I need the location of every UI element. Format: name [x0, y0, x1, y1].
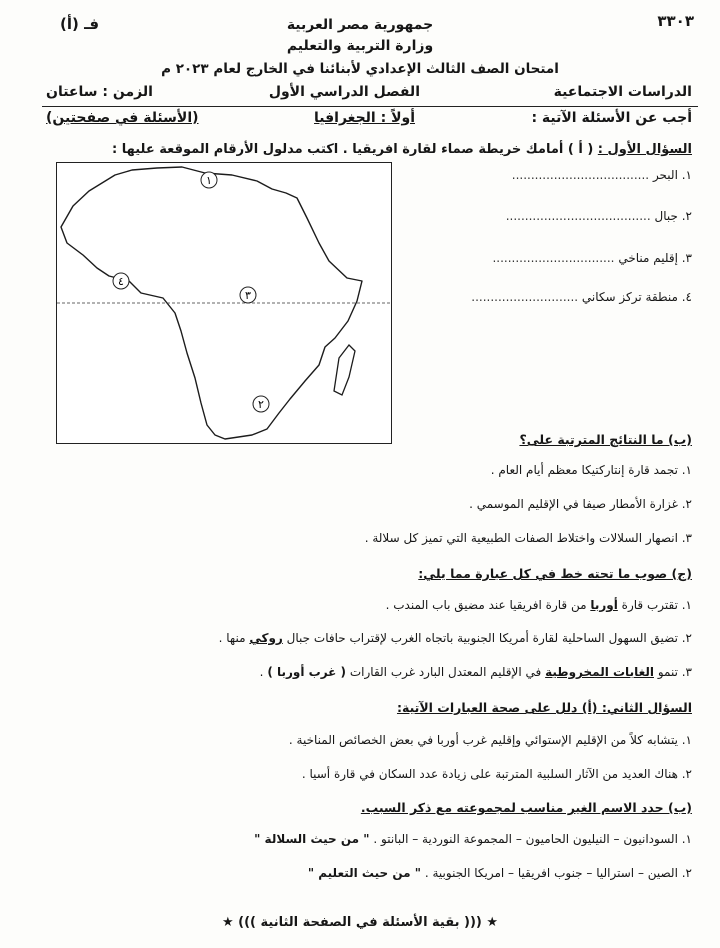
q1c-title: (ج) صوب ما تحته خط في كل عبارة مما يلي:: [418, 566, 692, 581]
map-marker-3: [240, 287, 256, 303]
svg-text:٣: ٣: [245, 289, 251, 302]
svg-text:٤: ٤: [118, 275, 124, 288]
q1b-item-1: ١. تجمد قارة إنتاركتيكا معظم أيام العام .: [490, 463, 692, 477]
q2-item-2: ٢. هناك العديد من الآثار السلبية المترتبة على زيادة عدد السكان في قارة أسيا .: [301, 767, 692, 781]
q1-item-3: ٣. إقليم مناخي ................................: [492, 251, 692, 265]
q1-item-4: ٤. منطقة تركز سكاني ............................: [471, 290, 692, 304]
q2b-item-1: ١. السودانيون – النيليون الحاميون – المجموعة النوردية – البانتو . " من حيث السلالة ": [254, 832, 692, 846]
q1c-item-2: ٢. تضيق السهول الساحلية لقارة أمريكا الجنوبية باتجاه الغرب لإقتراب حافات جبال روكي منها .: [218, 631, 692, 645]
q1-title-rest: ( أ ) أمامك خريطة صماء لقارة افريقيا . اكتب مدلول الأرقام الموقعة عليها :: [112, 142, 594, 157]
africa-map-frame: [56, 162, 392, 444]
ministry-name: وزارة التربية والتعليم: [286, 38, 434, 54]
star-icon: ★: [486, 915, 499, 930]
q2b-item-2: ٢. الصين – استراليا – جنوب افريقيا – امريكا الجنوبية . " من حيث التعليم ": [307, 866, 692, 880]
exam-code-right: ٣٣٠٣: [657, 12, 694, 30]
answer-blank[interactable]: ................................: [492, 251, 615, 265]
q1c-item-1: ١. تقترب قارة أوربا من قارة افريقيا عند مضيق باب المندب .: [385, 598, 692, 612]
exam-duration: الزمن : ساعتان: [46, 84, 153, 100]
underlined-term: الغابات المخروطية: [545, 665, 654, 679]
pages-note: (الأسئلة في صفحتين): [46, 110, 199, 126]
exam-code-left: فـ (أ): [60, 15, 100, 33]
map-marker-4: [113, 273, 129, 289]
svg-text:٢: ٢: [258, 398, 264, 411]
africa-outline: [61, 167, 362, 439]
q2b-title: (ب) حدد الاسم الغير مناسب لمجموعته مع ذكر السبب.: [360, 800, 692, 815]
q1b-item-2: ٢. غزارة الأمطار صيفا في الإقليم الموسمي .: [469, 497, 692, 511]
subject-name: الدراسات الاجتماعية: [553, 84, 692, 100]
map-marker-1: [201, 172, 217, 188]
madagascar-outline: [334, 345, 355, 395]
svg-text:١: ١: [206, 174, 212, 187]
q1-item-1: ١. البحر ....................................: [511, 168, 692, 182]
africa-map: [57, 163, 391, 443]
q2-item-1: ١. يتشابه كلاً من الإقليم الإستوائي وإقليم غرب أوربا في بعض الخصائص المناخية .: [288, 733, 692, 747]
q1c-item-3: ٣. تنمو الغابات المخروطية في الإقليم المعتدل البارد غرب القارات ( غرب أوربا ) .: [259, 665, 692, 679]
map-marker-2: [253, 396, 269, 412]
answer-blank[interactable]: ....................................: [511, 168, 650, 182]
q2-title: السؤال الثاني: (أ) دلل على صحة العبارات الآتية:: [396, 700, 692, 715]
header-divider: [42, 106, 698, 107]
answer-blank[interactable]: ............................: [471, 290, 579, 304]
q1b-item-3: ٣. انصهار السلالات واختلاط الصفات الطبيعية التي تميز كل سلالة .: [364, 531, 692, 545]
answer-blank[interactable]: ......................................: [505, 209, 651, 223]
q1-title: [112, 142, 692, 157]
q1b-title: (ب) ما النتائج المترتبة على؟: [519, 432, 692, 447]
exam-title: امتحان الصف الثالث الإعدادي لأبنائنا في الخارج لعام ٢٠٢٣ م: [161, 61, 559, 77]
term-name: الفصل الدراسي الأول: [268, 84, 420, 100]
q1-item-2: ٢. جبال ......................................: [505, 209, 692, 223]
answer-instruction: أجب عن الأسئلة الآتية :: [531, 110, 692, 126]
underlined-term: أوربا: [590, 598, 618, 612]
continued-note: ★ ((( بقية الأسئلة في الصفحة الثانية ))) ★: [221, 915, 499, 930]
star-icon: ★: [221, 915, 234, 930]
country-name: جمهورية مصر العربية: [286, 17, 434, 33]
underlined-term: روكي: [249, 631, 283, 645]
section-title: أولاً : الجغرافيا: [314, 110, 415, 126]
q1-title-prefix: السؤال الأول :: [597, 142, 692, 157]
